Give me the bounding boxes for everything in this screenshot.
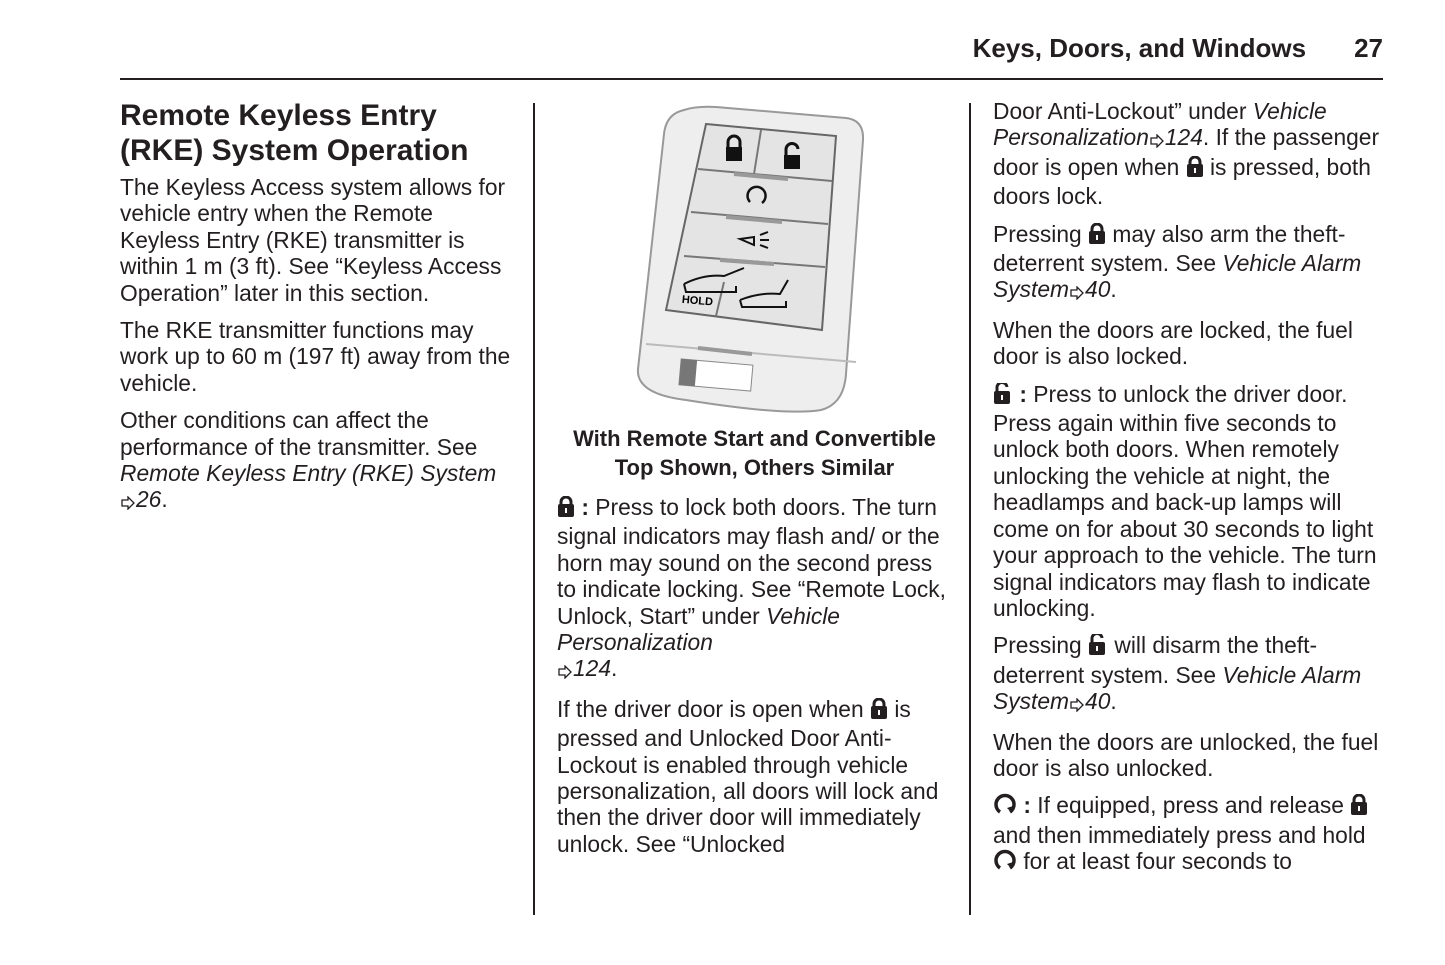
separator-text: :: [575, 494, 596, 520]
column-divider: [969, 103, 971, 915]
body-text: .: [161, 486, 168, 513]
paragraph: [120, 407, 512, 516]
paragraph: [993, 98, 1385, 210]
remote-start-icon: [993, 792, 1017, 821]
body-text: Other conditions can affect the performance of the transmitter. See: [120, 407, 478, 460]
column-1: [120, 98, 512, 527]
cross-reference-text: 124: [573, 655, 612, 682]
lock-icon: [557, 496, 575, 523]
ref-arrow-icon: [557, 658, 573, 684]
paragraph: [993, 729, 1385, 782]
body-text: Press to unlock the driver door. Press again within five seconds to unlock both doors. When remotely unlocking the vehicle at night, the headlamps and back-up lamps will come on for about 30 seconds to light your approach to the vehicle. The turn signal indicators may flash to indicate unlocking.: [993, 380, 1377, 621]
paragraph: [993, 632, 1385, 717]
body-text: When the doors are unlocked, the fuel door is also unlocked.: [993, 728, 1379, 781]
unlock-icon: [1088, 634, 1108, 661]
paragraph: [993, 792, 1385, 877]
cross-reference-text: Remote Keyless Entry (RKE) System: [120, 460, 497, 487]
paragraph: [120, 174, 512, 306]
paragraph: [993, 381, 1385, 622]
paragraph: [557, 494, 952, 685]
body-text: If equipped, press and release: [1037, 792, 1351, 819]
separator-text: :: [1013, 380, 1034, 407]
remote-start-icon: [993, 848, 1017, 877]
ref-arrow-icon: [1149, 127, 1165, 153]
body-text: If the driver door is open when: [557, 695, 871, 722]
cross-reference-text: 26: [136, 486, 162, 513]
body-text: The RKE transmitter functions may work up to 60 m (197 ft) away from the vehicle.: [120, 317, 511, 396]
section-title: Keys, Doors, and Windows: [972, 33, 1307, 63]
separator-text: :: [1017, 792, 1038, 819]
unlock-icon: [993, 383, 1013, 410]
body-text: is pressed and Unlocked Door Anti-Lockout is enabled through vehicle personalization, all doors will lock and then the driver door will immediately unlock. See “Unlocked: [557, 695, 939, 857]
body-text: will disarm the theft-deterrent system. See: [993, 632, 1318, 688]
running-header: [973, 33, 1383, 64]
cross-reference-text: 40: [1085, 688, 1111, 715]
cross-reference-text: Vehicle Alarm System: [993, 250, 1362, 303]
body-text: .: [1110, 688, 1117, 715]
body-text: Pressing: [993, 632, 1089, 659]
ref-arrow-icon: [120, 489, 136, 515]
cross-reference-text: Vehicle Personalization: [993, 98, 1327, 151]
ref-arrow-icon: [1069, 691, 1085, 717]
column-2: [557, 425, 952, 868]
page-number: 27: [1354, 33, 1383, 63]
cross-reference-text: Vehicle Alarm System: [993, 661, 1362, 715]
lock-icon: [1088, 223, 1106, 250]
cross-reference-text: Vehicle Personalization: [557, 602, 840, 656]
lock-icon: [1350, 794, 1368, 821]
column-3: [993, 98, 1385, 889]
body-text: Pressing: [993, 220, 1089, 247]
lock-icon: [870, 698, 888, 725]
column-divider: [533, 103, 535, 915]
body-text: The Keyless Access system allows for vehicle entry when the Remote Keyless Entry (RKE) transmitter is within 1 m (3 ft). See “Keyless Access Operation” later in this section.: [120, 174, 506, 306]
section-heading: Remote Keyless Entry (RKE) System Operation: [120, 99, 469, 167]
key-fob-illustration: [636, 104, 866, 416]
paragraph: [557, 696, 952, 857]
body-text: for at least four seconds to: [1017, 848, 1292, 875]
lock-icon: [1186, 156, 1204, 183]
body-text: .: [1110, 276, 1117, 303]
body-text: When the doors are locked, the fuel door is also locked.: [993, 316, 1353, 370]
header-rule: [120, 78, 1383, 80]
body-text: .: [611, 655, 618, 682]
cross-reference-text: 40: [1085, 276, 1111, 303]
paragraph: [993, 317, 1385, 370]
body-text: Door Anti-Lockout” under: [993, 98, 1253, 124]
cross-reference-text: 124: [1164, 124, 1203, 151]
body-text: and then immediately press and hold: [993, 821, 1366, 848]
hold-label: HOLD: [681, 293, 714, 309]
body-text: Press to lock both doors. The turn signal indicators may flash and/ or the horn may sound on the second press to indicate locking. See “Remote Lock, Unlock, Start” under: [557, 494, 947, 629]
paragraph: [120, 317, 512, 396]
figure-caption: With Remote Start and Convertible Top Shown, Others Similar: [573, 426, 936, 480]
body-text: is pressed, both doors lock.: [993, 153, 1371, 210]
body-text: may also arm the theft-deterrent system. See: [993, 220, 1346, 277]
ref-arrow-icon: [1069, 279, 1085, 305]
paragraph: [993, 221, 1385, 306]
body-text: . If the passenger door is open when: [993, 124, 1380, 180]
